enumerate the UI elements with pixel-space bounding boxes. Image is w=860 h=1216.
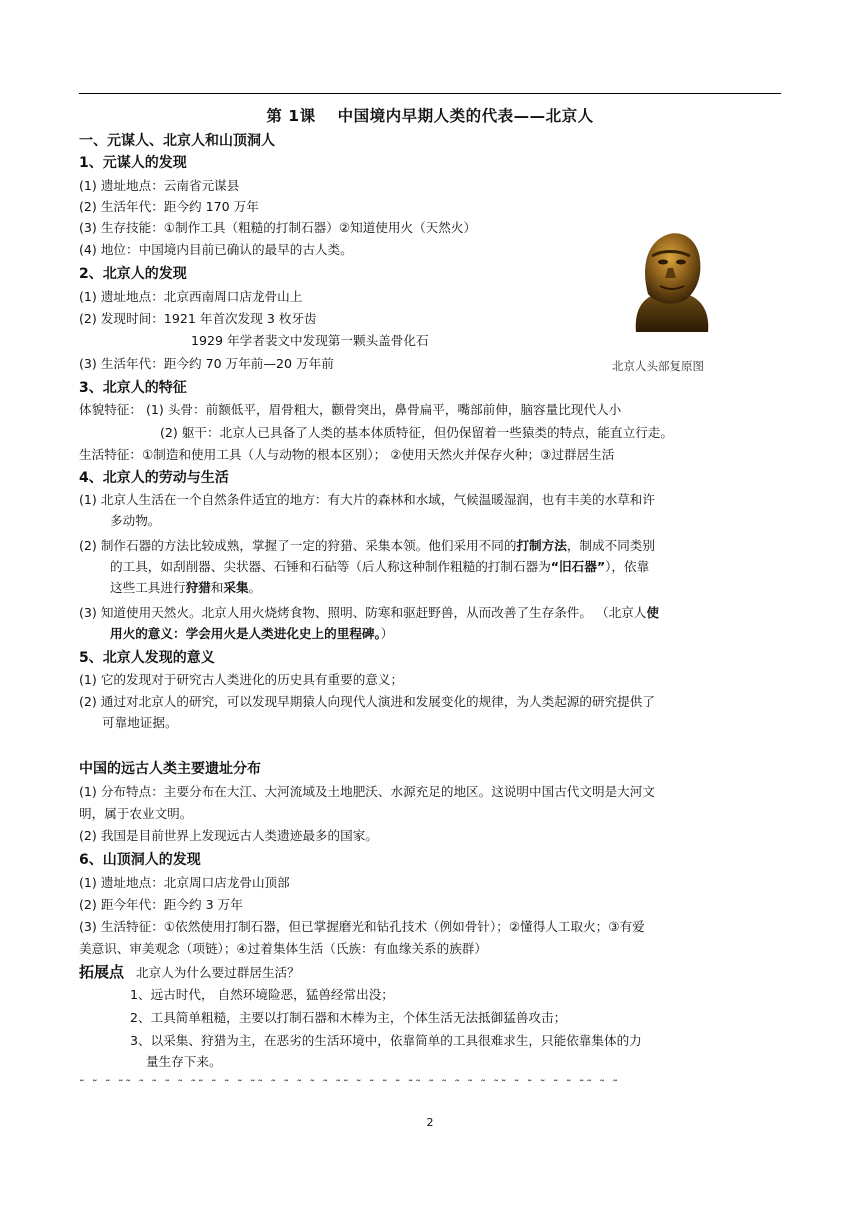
text-line: 可靠地证据。 bbox=[102, 715, 178, 730]
text-line: 美意识、审美观念（项链）；④过着集体生活（氏族：有血缘关系的族群） bbox=[79, 941, 487, 956]
text-line: 量生存下来。 bbox=[146, 1054, 222, 1069]
text-line: (3) 生存技能：①制作工具（粗糙的打制石器）②知道使用火（天然火） bbox=[79, 220, 477, 235]
subheading-meaning: 5、北京人发现的意义 bbox=[79, 650, 215, 666]
text-line: 1929 年学者裴文中发现第一颗头盖骨化石 bbox=[191, 333, 429, 348]
text-line: 的工具，如刮削器、尖状器、石锤和石砧等（后人称这种制作粗糙的打制石器为“旧石器”），依靠 bbox=[110, 559, 650, 574]
bold-term: 狩猎 bbox=[185, 580, 211, 595]
text-line: (4) 地位：中国境内目前已确认的最早的古人类。 bbox=[79, 242, 353, 257]
extension-label: 拓展点 bbox=[79, 963, 125, 981]
text-line: (2) 制作石器的方法比较成熟，掌握了一定的狩猎、采集本领。他们采用不同的打制方法，制成不同类别 bbox=[79, 538, 655, 553]
text-line: (2) 通过对北京人的研究，可以发现早期猿人向现代人演进和发展变化的规律，为人类起源的研究提供了 bbox=[79, 694, 655, 709]
subheading-shanding: 6、山顶洞人的发现 bbox=[79, 852, 201, 868]
text-line: (1) 遗址地点：云南省元谋县 bbox=[79, 178, 240, 193]
header-rule bbox=[79, 93, 781, 94]
bold-term: 用火的意义：学会用火是人类进化史上的里程碑。 bbox=[110, 626, 381, 641]
text-line: 明，属于农业文明。 bbox=[79, 806, 193, 821]
text-line: (2) 我国是目前世界上发现远古人类遗迹最多的国家。 bbox=[79, 828, 378, 843]
text-line: (1) 分布特点：主要分布在大江、大河流域及土地肥沃、水源充足的地区。这说明中国古代文明是大河文 bbox=[79, 784, 655, 799]
separator-dots: ˜ ˜ ˜ ˜˜ ˜ ˜ ˜ ˜ ˜˜ ˜ ˜ ˜ ˜˜ ˜ ˜ ˜ ˜ ˜ ˜˜ ˜ ˜ ˜ ˜ ˜˜ ˜ ˜ ˜ ˜ ˜ ˜˜ ˜ ˜ ˜ ˜ ˜ ˜˜ ˜ ˜ bbox=[79, 1078, 620, 1091]
bold-term: 使 bbox=[646, 605, 659, 620]
text-line: 1、远古时代， 自然环境险恶，猛兽经常出没； bbox=[130, 987, 394, 1002]
section-heading: 一、元谋人、北京人和山顶洞人 bbox=[79, 133, 275, 149]
peking-man-bust-image bbox=[618, 224, 724, 334]
text-line: (2) 距今年代：距今约 3 万年 bbox=[79, 897, 243, 912]
lesson-topic: 中国境内早期人类的代表——北京人 bbox=[337, 107, 594, 125]
text-line: (3) 生活特征：①依然使用打制石器，但已掌握磨光和钻孔技术（例如骨针）；②懂得人工取火；③有爱 bbox=[79, 919, 645, 934]
text-line: 多动物。 bbox=[110, 513, 161, 528]
text-line: (3) 知道使用天然火。北京人用火烧烤食物、照明、防寒和驱赶野兽，从而改善了生存条件。 （北京人使 bbox=[79, 605, 659, 620]
subheading-yuanmou: 1、元谋人的发现 bbox=[79, 155, 187, 171]
text-line: (1) 遗址地点：北京西南周口店龙骨山上 bbox=[79, 289, 303, 304]
text-line: (1) 遗址地点：北京周口店龙骨山顶部 bbox=[79, 875, 290, 890]
subheading-features: 3、北京人的特征 bbox=[79, 380, 187, 396]
subheading-sites: 中国的远古人类主要遗址分布 bbox=[79, 761, 261, 777]
text-line: 体貌特征： (1) 头骨：前额低平，眉骨粗大，颧骨突出，鼻骨扁平，嘴部前伸，脑容量比现代人小 bbox=[79, 402, 622, 417]
page-number: 2 bbox=[426, 1116, 434, 1129]
text-line: (3) 生活年代：距今约 70 万年前—20 万年前 bbox=[79, 356, 334, 371]
text-line: 2、工具简单粗糙，主要以打制石器和木棒为主，个体生活无法抵御猛兽攻击； bbox=[130, 1010, 567, 1025]
text-line: (1) 它的发现对于研究古人类进化的历史具有重要的意义； bbox=[79, 672, 404, 687]
text-line: 这些工具进行狩猎和采集。 bbox=[110, 580, 262, 595]
subheading-labor: 4、北京人的劳动与生活 bbox=[79, 470, 229, 486]
text-line: 用火的意义：学会用火是人类进化史上的里程碑。） bbox=[110, 626, 394, 641]
text-line: (2) 发现时间：1921 年首次发现 3 枚牙齿 bbox=[79, 311, 317, 326]
text-line: (2) 生活年代：距今约 170 万年 bbox=[79, 199, 259, 214]
image-caption: 北京人头部复原图 bbox=[612, 359, 704, 373]
text-line: (2) 躯干：北京人已具备了人类的基本体质特征，但仍保留着一些猿类的特点，能直立行走。 bbox=[160, 425, 673, 440]
bold-term: 采集 bbox=[223, 580, 249, 595]
text-line: (1) 北京人生活在一个自然条件适宜的地方：有大片的森林和水域，气候温暖湿润，也有丰美的水草和许 bbox=[79, 492, 655, 507]
bold-term: “旧石器” bbox=[550, 559, 606, 574]
lesson-number: 第 1课 bbox=[266, 107, 316, 125]
subheading-beijing: 2、北京人的发现 bbox=[79, 266, 187, 282]
extension-question: 拓展点 北京人为什么要过群居生活？ bbox=[79, 963, 300, 981]
page-title bbox=[0, 104, 860, 126]
bold-term: 打制方法 bbox=[516, 538, 567, 553]
text-line: 生活特征：①制造和使用工具（人与动物的根本区别）； ②使用天然火并保存火种；③过群居生活 bbox=[79, 447, 615, 462]
text-line: 3、以采集、狩猎为主，在恶劣的生活环境中，依靠简单的工具很难求生，只能依靠集体的力 bbox=[130, 1033, 642, 1048]
